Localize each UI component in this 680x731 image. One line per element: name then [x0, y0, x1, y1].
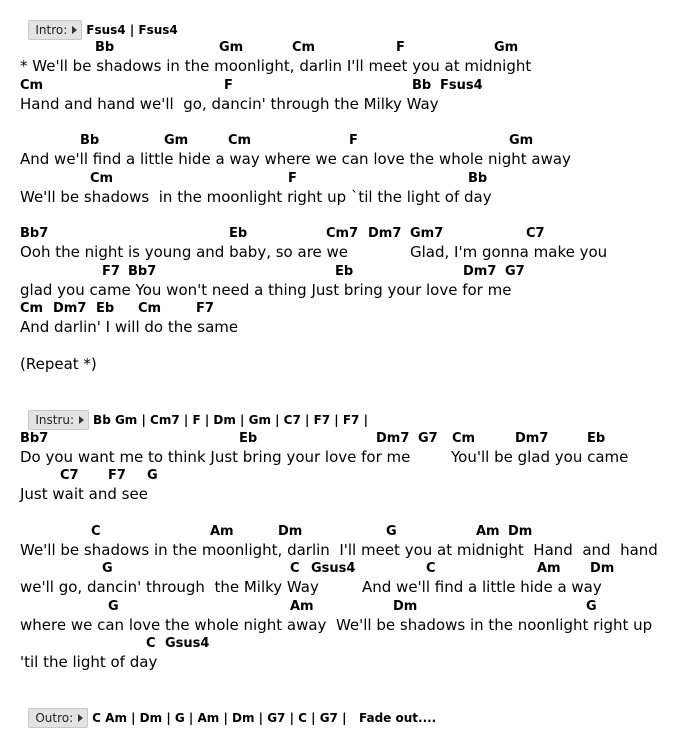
chord: Eb: [239, 431, 258, 446]
lyric-line: * We'll be shadows in the moonlight, darlin I'll meet you at midnight: [20, 57, 532, 75]
chord: Cm: [292, 40, 316, 55]
chord: C7: [526, 226, 545, 241]
chord: Am: [537, 561, 561, 576]
chord: Dm7: [368, 226, 402, 241]
chord: F7: [196, 301, 214, 316]
chord: G: [102, 561, 113, 576]
chord: C7: [60, 468, 79, 483]
lyric-line: We'll be shadows in the moonlight, darlin I'll meet you at midnight Hand and hand: [20, 541, 658, 559]
chord: Dm: [393, 599, 418, 614]
chord: F: [224, 78, 233, 93]
chord: F7: [102, 264, 120, 279]
lyric-line: Hand and hand we'll go, dancin' through the Milky Way: [20, 95, 439, 113]
chord: G: [586, 599, 597, 614]
play-arrow-icon: [78, 714, 83, 722]
lyric-line: glad you came You won't need a thing Just bring your love for me: [20, 281, 512, 299]
chord: G7: [505, 264, 525, 279]
chord: Dm: [278, 524, 303, 539]
chord: Bb7: [20, 226, 49, 241]
play-arrow-icon: [72, 26, 77, 34]
chord: Gm: [494, 40, 519, 55]
chord: G: [386, 524, 397, 539]
chord: C: [91, 524, 101, 539]
lyric-line: You'll be glad you came: [451, 448, 629, 466]
chord: Am: [476, 524, 500, 539]
chord: Cm: [228, 133, 252, 148]
outro-section: [20, 690, 436, 728]
chord: Bb: [95, 40, 115, 55]
lyric-line: Just wait and see: [20, 485, 148, 503]
chord: Eb: [96, 301, 115, 316]
chord: Dm: [590, 561, 615, 576]
play-arrow-icon: [79, 416, 84, 424]
chord: Dm7: [53, 301, 87, 316]
chord: C: [290, 561, 300, 576]
chord: Dm7: [376, 431, 410, 446]
chord: Cm: [90, 171, 114, 186]
chord: Eb: [229, 226, 248, 241]
chord: Bb: [468, 171, 488, 186]
chord: Gsus4: [311, 561, 356, 576]
chord: Am: [210, 524, 234, 539]
chord: Cm: [20, 78, 44, 93]
chord: Dm7: [515, 431, 549, 446]
chord: Am: [290, 599, 314, 614]
instru-chords: Bb Gm | Cm7 | F | Dm | Gm | C7 | F7 | F7 |: [93, 413, 368, 427]
chord: Dm: [508, 524, 533, 539]
lyric-line: we'll go, dancin' through the Milky Way: [20, 578, 319, 596]
lyric-line: 'til the light of day: [20, 653, 158, 671]
chord: Cm: [138, 301, 162, 316]
chord: Gsus4: [165, 636, 210, 651]
chord: Fsus4: [440, 78, 483, 93]
chord: Eb: [335, 264, 354, 279]
chord: F: [349, 133, 358, 148]
repeat-marker: (Repeat *): [20, 355, 97, 373]
chord: Bb7: [128, 264, 157, 279]
lyric-line: Ooh the night is young and baby, so are we: [20, 243, 349, 261]
chord: G7: [418, 431, 438, 446]
lyric-line: And darlin' I will do the same: [20, 318, 239, 336]
chord: F: [288, 171, 297, 186]
chord: C: [426, 561, 436, 576]
chord: Dm7: [463, 264, 497, 279]
chord: Cm: [452, 431, 476, 446]
instru-tag[interactable]: Instru:: [28, 410, 89, 430]
chord: Gm7: [410, 226, 444, 241]
chord: F7: [108, 468, 126, 483]
intro-section: [20, 2, 178, 40]
intro-chords: Fsus4 | Fsus4: [86, 23, 178, 37]
outro-tag[interactable]: Outro:: [28, 708, 88, 728]
lyric-line: We'll be shadows in the moonlight right up `til the light of day: [20, 188, 492, 206]
chord: Gm: [219, 40, 244, 55]
lyric-line: Do you want me to think Just bring your love for me: [20, 448, 411, 466]
chord: Gm: [164, 133, 189, 148]
chord: G: [147, 468, 158, 483]
lyric-line: where we can love the whole night away We'll be shadows in the noonlight right up: [20, 616, 653, 634]
lyric-line: And we'll find a little hide a way where we can love the whole night away: [20, 150, 571, 168]
chord: C: [146, 636, 156, 651]
outro-chords: C Am | Dm | G | Am | Dm | G7 | C | G7 | Fade out....: [92, 711, 437, 725]
chord: Eb: [587, 431, 606, 446]
chord: Cm: [20, 301, 44, 316]
chord: Gm: [509, 133, 534, 148]
chord: G: [108, 599, 119, 614]
chord: F: [396, 40, 405, 55]
lyric-line: Glad, I'm gonna make you: [410, 243, 608, 261]
instru-section: [20, 392, 368, 430]
chord: Bb: [412, 78, 432, 93]
chord: Bb7: [20, 431, 49, 446]
chord: Cm7: [326, 226, 359, 241]
chord: Bb: [80, 133, 100, 148]
intro-tag[interactable]: Intro:: [28, 20, 82, 40]
lyric-line: And we'll find a little hide a way: [362, 578, 602, 596]
